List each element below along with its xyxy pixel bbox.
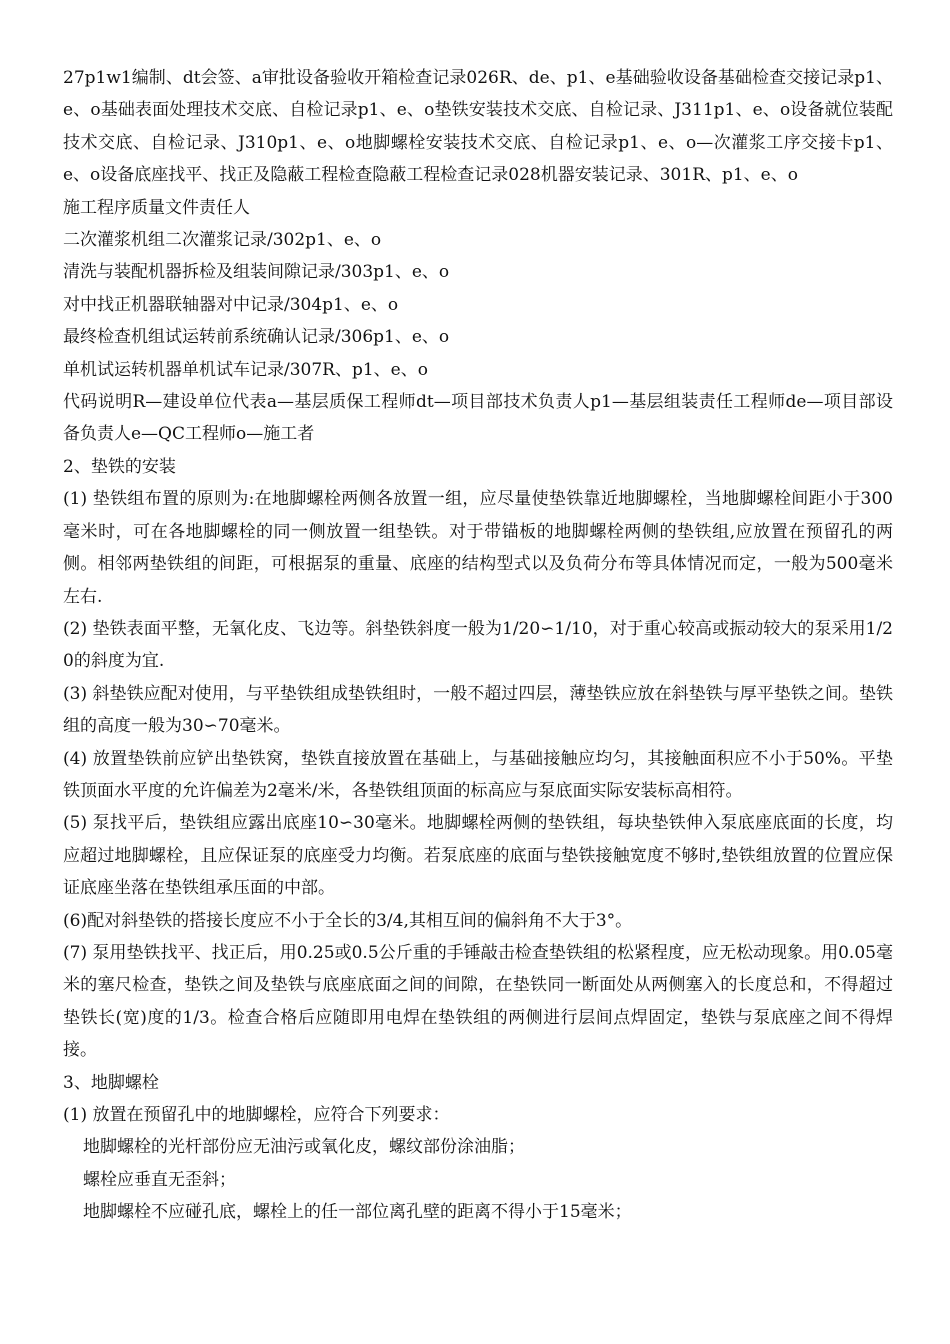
shim-item-3: (3) 斜垫铁应配对使用，与平垫铁组成垫铁组时，一般不超过四层，薄垫铁应放在斜垫铁与厚平垫铁之间。垫铁组的高度一般为30∽70毫米。 [63, 683, 893, 737]
record-line-trial-run: 单机试运转机器单机试车记录/307R、p1、e、o [63, 359, 428, 380]
section-heading-shims: 2、垫铁的安装 [63, 456, 176, 477]
section-heading-anchor-bolts: 3、地脚螺栓 [63, 1072, 159, 1093]
shim-item-4: (4) 放置垫铁前应铲出垫铁窝，垫铁直接放置在基础上，与基础接触应均匀，其接触面积应不小于50%。平垫铁顶面水平度的允许偏差为2毫米/米，各垫铁组顶面的标高应与泵底面实际安装标高相符。 [63, 748, 893, 801]
shim-item-6: (6)配对斜垫铁的搭接长度应不小于全长的3/4,其相互间的偏斜角不大于3°。 [63, 910, 633, 931]
document-page [63, 62, 893, 1229]
record-line-alignment: 对中找正机器联轴器对中记录/304p1、e、o [63, 294, 399, 315]
table-header-line: 施工程序质量文件责任人 [63, 197, 250, 218]
record-list-paragraph: 27p1w1编制、dt会签、a审批设备验收开箱检查记录026R、de、p1、e基础验收设备基础检查交接记录p1、e、o基础表面处理技术交底、自检记录p1、e、o垫铁安装技术交底、自检记录、J311p1、e、o设备就位装配技术交底、自检记录、J310p1、e、o地脚螺栓安装技术交底、自检记录p1、e、o—次灌浆工序交接卡p1、e、o设备底座找平、找正及隐蔽工程检查隐蔽工程检查记录028机器安装记录、301R、p1、e、o [63, 68, 893, 186]
anchor-item-1: (1) 放置在预留孔中的地脚螺栓，应符合下列要求： [63, 1105, 450, 1125]
shim-item-5: (5) 泵找平后，垫铁组应露出底座10∽30毫米。地脚螺栓两侧的垫铁组，每块垫铁伸入泵底座底面的长度，均应超过地脚螺栓，且应保证泵的底座受力均衡。若泵底座的底面与垫铁接触宽度不够时,垫铁组放置的位置应保证底座坐落在垫铁组承压面的中部。 [63, 813, 893, 899]
record-line-final-check: 最终检查机组试运转前系统确认记录/306p1、e、o [63, 327, 450, 348]
record-line-cleaning: 清洗与装配机器拆检及组装间隙记录/303p1、e、o [63, 262, 450, 283]
anchor-subitem-2: 螺栓应垂直无歪斜； [83, 1169, 236, 1190]
shim-item-2: (2) 垫铁表面平整，无氧化皮、飞边等。斜垫铁斜度一般为1/20∽1/10，对于重心较高或振动较大的泵采用1/20的斜度为宜. [63, 618, 893, 672]
shim-item-7: (7) 泵用垫铁找平、找正后，用0.25或0.5公斤重的手锤敲击检查垫铁组的松紧程度，应无松动现象。用0.05毫米的塞尺检查，垫铁之间及垫铁与底座底面之间的间隙，在垫铁同一断面处从两侧塞入的长度总和，不得超过垫铁长(宽)度的1/3。检查合格后应随即用电焊在垫铁组的两侧进行层间点焊固定，垫铁与泵底座之间不得焊接。 [63, 942, 893, 1061]
anchor-subitem-1: 地脚螺栓的光杆部份应无油污或氧化皮，螺纹部份涂油脂； [83, 1137, 525, 1158]
shim-item-1: (1) 垫铁组布置的原则为:在地脚螺栓两侧各放置一组，应尽量使垫铁靠近地脚螺栓，当地脚螺栓间距小于300毫米时，可在各地脚螺栓的同一侧放置一组垫铁。对于带锚板的地脚螺栓两侧的垫铁组,应放置在预留孔的两侧。相邻两垫铁组的间距，可根据泵的重量、底座的结构型式以及负荷分布等具体情况而定，一般为500毫米左右. [63, 489, 893, 607]
record-line-grouting: 二次灌浆机组二次灌浆记录/302p1、e、o [63, 230, 382, 251]
code-legend: 代码说明R—建设单位代表a—基层质保工程师dt—项目部技术负责人p1—基层组装责任工程师de—项目部设备负责人e—QC工程师o—施工者 [63, 392, 893, 445]
anchor-subitem-3: 地脚螺栓不应碰孔底，螺栓上的任一部位离孔壁的距离不得小于15毫米； [83, 1202, 632, 1223]
